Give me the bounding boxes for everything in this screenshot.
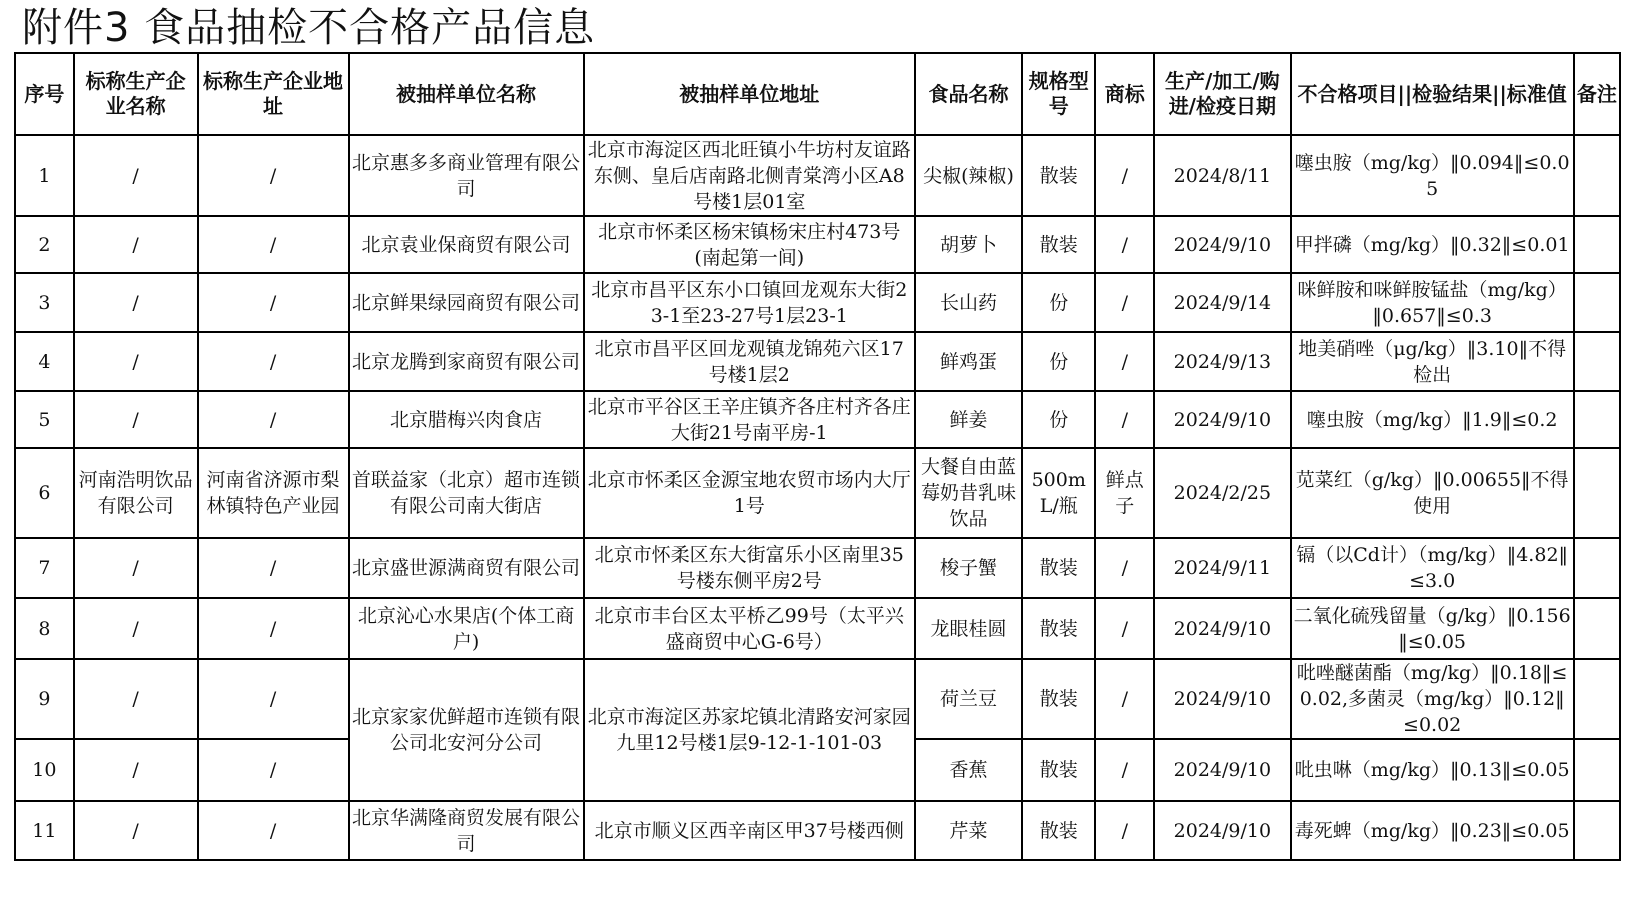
cell-brand: 鲜点子 — [1095, 448, 1154, 538]
cell-producer-address: 河南省济源市梨林镇特色产业园 — [198, 448, 349, 538]
cell-date: 2024/9/10 — [1154, 659, 1290, 739]
cell-spec: 散装 — [1022, 216, 1095, 273]
cell-sampled-address: 北京市怀柔区东大街富乐小区南里35号楼东侧平房2号 — [584, 538, 915, 598]
cell-producer-address: / — [198, 659, 349, 739]
cell-no: 6 — [15, 448, 74, 538]
cell-result: 苋菜红（g/kg）‖0.00655‖不得使用 — [1291, 448, 1574, 538]
cell-sampled-unit: 北京腊梅兴肉食店 — [349, 391, 584, 448]
cell-remark — [1574, 273, 1620, 332]
cell-spec: 散装 — [1022, 538, 1095, 598]
cell-sampled-unit: 北京袁业保商贸有限公司 — [349, 216, 584, 273]
cell-producer-address: / — [198, 538, 349, 598]
cell-producer: / — [74, 216, 198, 273]
cell-no: 3 — [15, 273, 74, 332]
cell-spec: 份 — [1022, 332, 1095, 391]
cell-producer: / — [74, 332, 198, 391]
cell-producer-address: / — [198, 801, 349, 860]
cell-sampled-address: 北京市顺义区西辛南区甲37号楼西侧 — [584, 801, 915, 860]
cell-remark — [1574, 391, 1620, 448]
cell-date: 2024/9/10 — [1154, 216, 1290, 273]
cell-food: 芹菜 — [915, 801, 1022, 860]
table-header-row — [15, 53, 1620, 135]
cell-spec: 散装 — [1022, 598, 1095, 659]
cell-producer: 河南浩明饮品有限公司 — [74, 448, 198, 538]
cell-brand: / — [1095, 135, 1154, 216]
cell-result: 毒死蜱（mg/kg）‖0.23‖≤0.05 — [1291, 801, 1574, 860]
cell-food: 龙眼桂圆 — [915, 598, 1022, 659]
cell-date: 2024/9/11 — [1154, 538, 1290, 598]
cell-producer-address: / — [198, 332, 349, 391]
cell-spec: 500mL/瓶 — [1022, 448, 1095, 538]
cell-food: 胡萝卜 — [915, 216, 1022, 273]
cell-date: 2024/9/13 — [1154, 332, 1290, 391]
cell-spec: 散装 — [1022, 801, 1095, 860]
cell-sampled-address: 北京市怀柔区金源宝地农贸市场内大厅1号 — [584, 448, 915, 538]
cell-spec: 散装 — [1022, 135, 1095, 216]
column-header-date: 生产/加工/购进/检疫日期 — [1154, 53, 1290, 135]
cell-result: 地美硝唑（μg/kg）‖3.10‖不得检出 — [1291, 332, 1574, 391]
column-header-spec: 规格型号 — [1022, 53, 1095, 135]
table-row — [15, 332, 1620, 391]
column-header-producer: 标称生产企业名称 — [74, 53, 198, 135]
column-header-remark: 备注 — [1574, 53, 1620, 135]
cell-food: 长山药 — [915, 273, 1022, 332]
table-row — [15, 659, 1620, 739]
cell-spec: 份 — [1022, 273, 1095, 332]
cell-brand: / — [1095, 332, 1154, 391]
cell-sampled-unit: 北京沁心水果店(个体工商户) — [349, 598, 584, 659]
cell-sampled-address: 北京市海淀区苏家坨镇北清路安河家园九里12号楼1层9-12-1-101-03 — [584, 659, 915, 801]
table-row — [15, 216, 1620, 273]
cell-brand: / — [1095, 216, 1154, 273]
column-header-producer-address: 标称生产企业地址 — [198, 53, 349, 135]
cell-sampled-unit: 北京龙腾到家商贸有限公司 — [349, 332, 584, 391]
cell-date: 2024/9/10 — [1154, 801, 1290, 860]
cell-spec: 散装 — [1022, 739, 1095, 801]
cell-producer: / — [74, 598, 198, 659]
unqualified-products-table — [14, 52, 1621, 861]
cell-sampled-unit: 北京家家优鲜超市连锁有限公司北安河分公司 — [349, 659, 584, 801]
cell-remark — [1574, 659, 1620, 739]
cell-food: 香蕉 — [915, 739, 1022, 801]
cell-result: 吡唑醚菌酯（mg/kg）‖0.18‖≤0.02,多菌灵（mg/kg）‖0.12‖≤0.02 — [1291, 659, 1574, 739]
column-header-result: 不合格项目||检验结果||标准值 — [1291, 53, 1574, 135]
cell-food: 荷兰豆 — [915, 659, 1022, 739]
cell-spec: 份 — [1022, 391, 1095, 448]
cell-producer-address: / — [198, 216, 349, 273]
cell-no: 2 — [15, 216, 74, 273]
cell-sampled-address: 北京市丰台区太平桥乙99号（太平兴盛商贸中心G-6号） — [584, 598, 915, 659]
cell-remark — [1574, 598, 1620, 659]
cell-producer-address: / — [198, 273, 349, 332]
cell-no: 1 — [15, 135, 74, 216]
cell-date: 2024/9/10 — [1154, 391, 1290, 448]
cell-producer: / — [74, 391, 198, 448]
cell-sampled-address: 北京市昌平区回龙观镇龙锦苑六区17号楼1层2 — [584, 332, 915, 391]
cell-food: 尖椒(辣椒) — [915, 135, 1022, 216]
cell-brand: / — [1095, 739, 1154, 801]
cell-date: 2024/9/14 — [1154, 273, 1290, 332]
cell-food: 鲜姜 — [915, 391, 1022, 448]
column-header-brand: 商标 — [1095, 53, 1154, 135]
cell-sampled-address: 北京市昌平区东小口镇回龙观东大街23-1至23-27号1层23-1 — [584, 273, 915, 332]
cell-producer-address: / — [198, 135, 349, 216]
cell-producer: / — [74, 135, 198, 216]
cell-result: 吡虫啉（mg/kg）‖0.13‖≤0.05 — [1291, 739, 1574, 801]
cell-remark — [1574, 332, 1620, 391]
table-row — [15, 598, 1620, 659]
cell-producer: / — [74, 801, 198, 860]
cell-sampled-unit: 北京鲜果绿园商贸有限公司 — [349, 273, 584, 332]
cell-result: 噻虫胺（mg/kg）‖1.9‖≤0.2 — [1291, 391, 1574, 448]
cell-remark — [1574, 538, 1620, 598]
cell-producer: / — [74, 538, 198, 598]
cell-remark — [1574, 739, 1620, 801]
cell-result: 二氧化硫残留量（g/kg）‖0.156‖≤0.05 — [1291, 598, 1574, 659]
cell-food: 鲜鸡蛋 — [915, 332, 1022, 391]
cell-sampled-unit: 首联益家（北京）超市连锁有限公司南大街店 — [349, 448, 584, 538]
table-row — [15, 448, 1620, 538]
cell-no: 4 — [15, 332, 74, 391]
cell-no: 11 — [15, 801, 74, 860]
cell-sampled-unit: 北京惠多多商业管理有限公司 — [349, 135, 584, 216]
column-header-sampled-address: 被抽样单位地址 — [584, 53, 915, 135]
cell-result: 甲拌磷（mg/kg）‖0.32‖≤0.01 — [1291, 216, 1574, 273]
table-row — [15, 801, 1620, 860]
cell-brand: / — [1095, 598, 1154, 659]
cell-sampled-address: 北京市海淀区西北旺镇小牛坊村友谊路东侧、皇后店南路北侧青棠湾小区A8号楼1层01室 — [584, 135, 915, 216]
cell-sampled-address: 北京市怀柔区杨宋镇杨宋庄村473号(南起第一间) — [584, 216, 915, 273]
table-row — [15, 273, 1620, 332]
table-row — [15, 135, 1620, 216]
cell-food: 大餐自由蓝莓奶昔乳味饮品 — [915, 448, 1022, 538]
cell-result: 噻虫胺（mg/kg）‖0.094‖≤0.05 — [1291, 135, 1574, 216]
cell-date: 2024/9/10 — [1154, 739, 1290, 801]
cell-producer: / — [74, 739, 198, 801]
cell-producer-address: / — [198, 598, 349, 659]
document-title: 附件3 食品抽检不合格产品信息 — [22, 5, 596, 51]
cell-no: 5 — [15, 391, 74, 448]
cell-no: 8 — [15, 598, 74, 659]
cell-producer: / — [74, 659, 198, 739]
table-row — [15, 538, 1620, 598]
cell-no: 9 — [15, 659, 74, 739]
cell-remark — [1574, 216, 1620, 273]
cell-remark — [1574, 135, 1620, 216]
table-row — [15, 391, 1620, 448]
cell-no: 10 — [15, 739, 74, 801]
column-header-food: 食品名称 — [915, 53, 1022, 135]
cell-sampled-unit: 北京华满隆商贸发展有限公司 — [349, 801, 584, 860]
cell-sampled-unit: 北京盛世源满商贸有限公司 — [349, 538, 584, 598]
cell-sampled-address: 北京市平谷区王辛庄镇齐各庄村齐各庄大街21号南平房-1 — [584, 391, 915, 448]
cell-no: 7 — [15, 538, 74, 598]
cell-brand: / — [1095, 801, 1154, 860]
cell-result: 咪鲜胺和咪鲜胺锰盐（mg/kg）‖0.657‖≤0.3 — [1291, 273, 1574, 332]
cell-date: 2024/2/25 — [1154, 448, 1290, 538]
cell-result: 镉（以Cd计）（mg/kg）‖4.82‖≤3.0 — [1291, 538, 1574, 598]
cell-remark — [1574, 448, 1620, 538]
cell-brand: / — [1095, 273, 1154, 332]
cell-brand: / — [1095, 391, 1154, 448]
cell-brand: / — [1095, 659, 1154, 739]
cell-brand: / — [1095, 538, 1154, 598]
cell-date: 2024/8/11 — [1154, 135, 1290, 216]
cell-food: 梭子蟹 — [915, 538, 1022, 598]
cell-producer: / — [74, 273, 198, 332]
cell-producer-address: / — [198, 391, 349, 448]
cell-date: 2024/9/10 — [1154, 598, 1290, 659]
cell-spec: 散装 — [1022, 659, 1095, 739]
cell-remark — [1574, 801, 1620, 860]
column-header-no: 序号 — [15, 53, 74, 135]
cell-producer-address: / — [198, 739, 349, 801]
column-header-sampled-unit: 被抽样单位名称 — [349, 53, 584, 135]
